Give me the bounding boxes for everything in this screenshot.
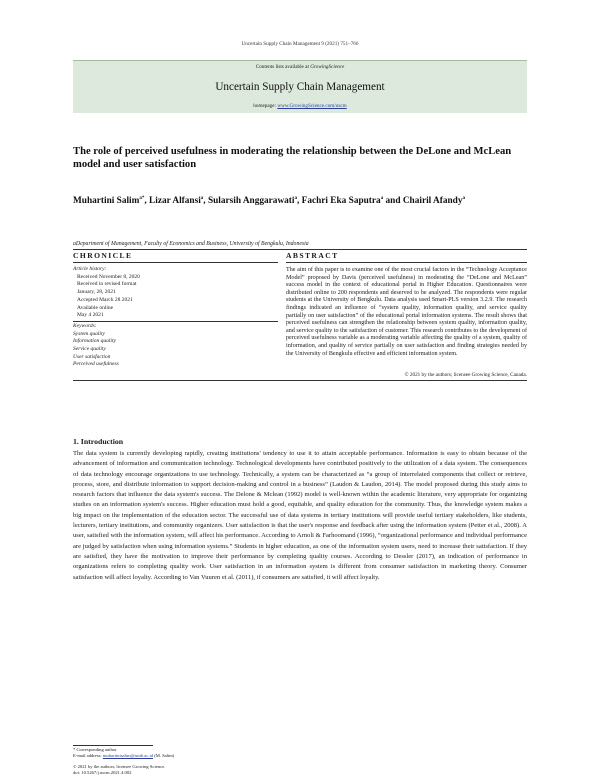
history-entry: Accepted March 28 2021 xyxy=(77,296,133,303)
chronicle-panel xyxy=(73,266,278,369)
history-entry: Received November 8, 2020 xyxy=(77,273,140,280)
author-separator: , xyxy=(296,196,302,207)
divider xyxy=(286,262,527,263)
chronicle-heading: CHRONICLE xyxy=(73,251,133,260)
keyword: System quality xyxy=(73,330,105,337)
author-name: Chairil Afandy xyxy=(402,196,463,207)
keyword: User satisfaction xyxy=(73,353,111,360)
author-separator: , xyxy=(144,196,150,207)
history-entry: May 4 2021 xyxy=(77,312,104,319)
author-name: Muhartini Salim xyxy=(73,196,140,207)
history-label: Article history: xyxy=(73,266,107,272)
author-separator: , xyxy=(203,196,208,207)
divider xyxy=(73,262,278,263)
history-entry: January, 28, 2021 xyxy=(77,289,116,296)
author-name: Lizar Alfansi xyxy=(149,196,201,207)
journal-masthead xyxy=(73,60,527,113)
email-prefix: E-mail address: xyxy=(73,753,103,758)
author-affil-mark: a xyxy=(462,196,465,201)
author-affil-mark: a xyxy=(380,196,384,201)
keyword: Information quality xyxy=(73,338,116,345)
running-head: Uncertain Supply Chain Management 9 (2021) 751–766 xyxy=(241,41,359,47)
author-name: Sularsih Anggarawati xyxy=(207,196,295,207)
author-name: Fachri Eka Saputra xyxy=(301,196,381,207)
homepage-link[interactable]: www.GrowingScience.com/uscm xyxy=(277,103,347,109)
corresponding-note: * Corresponding author xyxy=(73,747,117,752)
article-title: The role of perceived usefulness in moderating the relationship between the DeLone and McLean model and user satisfaction xyxy=(73,146,512,170)
journal-title: Uncertain Supply Chain Management xyxy=(215,81,385,93)
abstract-heading: ABSTRACT xyxy=(286,251,339,260)
keyword: Service quality xyxy=(73,346,106,353)
email-suffix: (M. Salim) xyxy=(153,753,175,758)
author-affil-mark: a xyxy=(200,196,204,201)
abstract-copyright: © 2021 by the authors; licensee Growing Science, Canada. xyxy=(404,372,527,378)
keywords-label: Keywords: xyxy=(73,322,97,329)
abstract-text: The aim of this paper is to examine one of the most crucial factors in the “Technology Acceptance Model” proposed by Davis (perceived usefulness) in moderating the “DeLone and McLean” success model in the context of educational portal in Higher Education. Questionnaires were distributed online to 200 respondents and deserved to be analyzed. The respondents were regular students at the University of Bengkulu. Data analysis used Smart-PLS version 3.2.9. The research findings indicated an influence of “system quality, information quality, and service quality partially on user satisfaction” of the educational portal information systems. The result shows that perceived usefulness can strengthen the relationship between system quality, information quality, and service quality to the satisfaction of customer. This research contributes to the development of perceived usefulness variable as a moderating variable affecting the quality of a system, quality of information, and quality of service partially on user satisfaction and finding strategies needed by the University of Bengkulu effective and efficient information system. xyxy=(286,267,527,357)
affiliation: aDepartment of Management, Faculty of Economics and Business, University of Bengkulu, Indonesia xyxy=(73,241,309,247)
footnote-divider xyxy=(73,745,153,746)
homepage-prefix: homepage: xyxy=(253,103,278,109)
history-entry: Received in revised format xyxy=(77,281,137,288)
section-heading: 1. Introduction xyxy=(73,437,124,446)
divider xyxy=(73,380,527,381)
availability-prefix: Contents lists available at xyxy=(255,64,311,70)
author-list xyxy=(73,192,535,208)
author-affil-mark: a xyxy=(294,196,297,201)
email-link[interactable]: muhartinisalim@unib.ac.id xyxy=(102,753,154,758)
footnotes xyxy=(73,747,373,776)
author-separator: and xyxy=(383,196,403,207)
keyword: Perceived usefulness xyxy=(73,361,119,368)
journal-homepage xyxy=(73,103,527,109)
introduction-body: The data system is currently developing rapidly, creating institutions' tendency to use it to attain acceptable performance. Information is easy to obtain because of the advancement of information and communication technology. Technological developments have contributed positively to the utilization of a data system. The consequences of data technology encourage organizations to use technology. Technically, a system can be characterized as “a group of interrelated components that collect or retrieve, process, store, and distribute information to support decision-making and control in a business” (Laudon & Laudon, 2014). The model proposed during this study aims to research factors that influence the data system's success. The Delone & Mclean (1992) model is well-known within the academic literature, very appropriate for organizing studies on an information system's success. Higher education must hold a good, equitable, and quality education for the community. Thus, the knowledge system makes a big impact on the implementation of the education sector. The successful use of data systems in tertiary institutions will provide useful tertiary stakeholders, like students, lecturers, tertiary institutions, and community organizers. User satisfaction is that the user's response and feedback after using the information system (Petter et al., 2008). A user, satisfied with the information system, will affect his performance. According to Arnoli & Farhoomand (1996), “organizational performance and individual performance are judged by satisfaction when using information systems.” Students in higher education, as one of the information system users, need to increase their satisfaction. If they are satisfied, they have the motivation to improve their performance by completing quality courses. According to Dessler (2017), an indication of performance in organizations refers to completing quality work. User satisfaction in an information system is different from consumer satisfaction in marketing theory. Consumer satisfaction will affect loyalty. According to Van Vuuren et al. (2011), if consumers are satisfied, it will affect loyalty. xyxy=(73,450,527,581)
history-entry: Available online xyxy=(77,304,114,311)
doi: doi: 10.5267/j.uscm.2021.4.002 xyxy=(73,770,132,775)
contents-availability xyxy=(73,64,527,70)
author-affil-mark: a* xyxy=(139,196,145,201)
footer-copyright: © 2021 by the authors; licensee Growing Science. xyxy=(73,764,166,769)
divider xyxy=(73,249,527,250)
publisher-name: GrowingScience xyxy=(310,64,345,70)
divider xyxy=(73,321,278,322)
